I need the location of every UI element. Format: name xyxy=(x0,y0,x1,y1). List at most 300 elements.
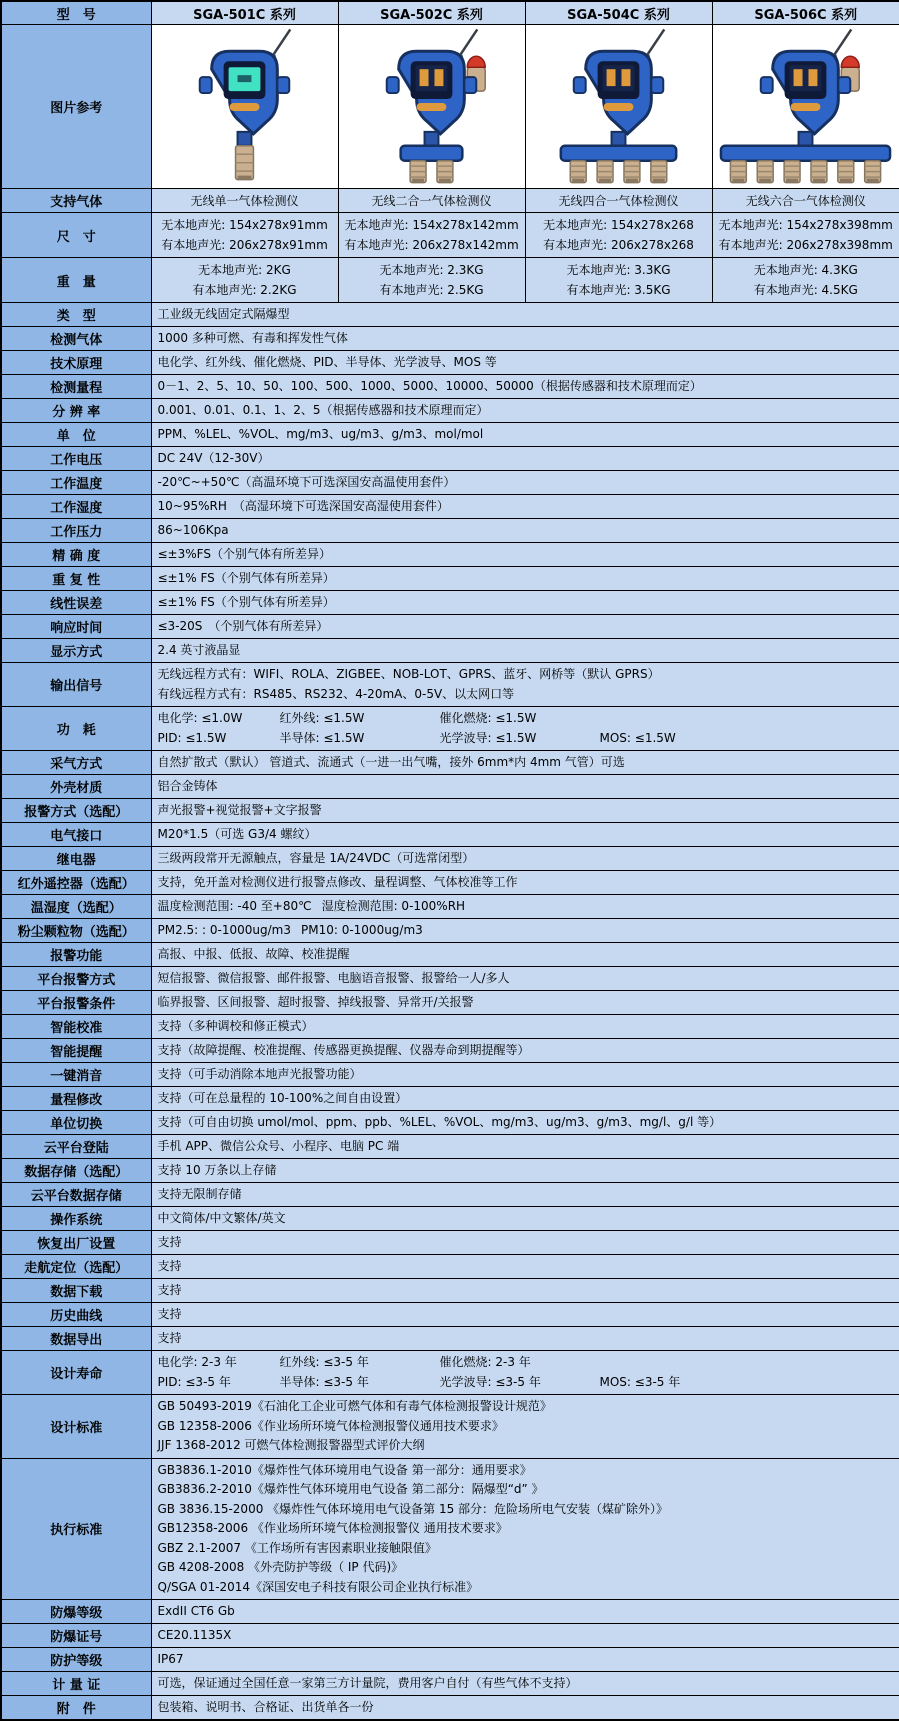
model-header: SGA-504C 系列 xyxy=(525,1,712,25)
spec-label: 检测量程 xyxy=(1,375,151,399)
weight-value xyxy=(525,258,712,303)
spec-line xyxy=(158,497,894,517)
spec-segment: 湿度检测范围: 0-100%RH xyxy=(322,897,466,917)
spec-line xyxy=(158,1558,894,1578)
spec-label: 功 耗 xyxy=(1,707,151,751)
spec-label: 重 复 性 xyxy=(1,567,151,591)
spec-value xyxy=(151,423,899,447)
spec-line xyxy=(158,401,894,421)
spec-segment: 支持（故障提醒、校准提醒、传感器更换提醒、仪器寿命到期提醒等） xyxy=(158,1041,530,1061)
spec-line xyxy=(158,709,894,729)
spec-value xyxy=(151,1648,899,1672)
spec-value xyxy=(151,1303,899,1327)
spec-row xyxy=(1,615,899,639)
spec-label: 防爆等级 xyxy=(1,1600,151,1624)
spec-value xyxy=(151,775,899,799)
spec-line xyxy=(158,1397,894,1417)
weight-value-line: 有本地声光: 2.5KG xyxy=(345,280,519,300)
spec-segment: 光学波导: ≤1.5W xyxy=(440,729,590,749)
size-value xyxy=(338,213,525,258)
spec-label: 数据存储（选配） xyxy=(1,1159,151,1183)
spec-value xyxy=(151,519,899,543)
spec-segment: DC 24V（12-30V） xyxy=(158,449,270,469)
weight-row xyxy=(1,258,899,303)
spec-line xyxy=(158,849,894,869)
spec-segment: 支持 xyxy=(158,1305,182,1325)
spec-label: 外壳材质 xyxy=(1,775,151,799)
spec-segment: 手机 APP、微信公众号、小程序、电脑 PC 端 xyxy=(158,1137,400,1157)
spec-line xyxy=(158,1113,894,1133)
spec-segment: 临界报警、区间报警、超时报警、掉线报警、异常开/关报警 xyxy=(158,993,474,1013)
spec-value xyxy=(151,447,899,471)
spec-value xyxy=(151,1063,899,1087)
spec-line xyxy=(158,449,894,469)
spec-line xyxy=(158,329,894,349)
spec-label: 数据下载 xyxy=(1,1279,151,1303)
spec-segment: ExdII CT6 Gb xyxy=(158,1602,235,1622)
spec-segment: GB 3836.15-2000 《爆炸性气体环境用电气设备第 15 部分：危险场所电气安装（煤矿除外）》 xyxy=(158,1500,669,1520)
spec-row xyxy=(1,1039,899,1063)
spec-line xyxy=(158,1257,894,1277)
spec-line xyxy=(158,969,894,989)
spec-segment: 短信报警、微信报警、邮件报警、电脑语音报警、报警给一人/多人 xyxy=(158,969,510,989)
weight-value xyxy=(151,258,338,303)
spec-segment: GB3836.2-2010《爆炸性气体环境用电气设备 第二部分：隔爆型“d” 》 xyxy=(158,1480,544,1500)
spec-row xyxy=(1,1111,899,1135)
spec-segment: 电化学、红外线、催化燃烧、PID、半导体、光学波导、MOS 等 xyxy=(158,353,497,373)
spec-row xyxy=(1,1458,899,1600)
spec-line xyxy=(158,1137,894,1157)
spec-line xyxy=(158,1281,894,1301)
spec-value xyxy=(151,303,899,327)
spec-segment: GB 4208-2008 《外壳防护等级（ IP 代码)》 xyxy=(158,1558,404,1578)
product-image-cell xyxy=(338,25,525,189)
spec-value xyxy=(151,1087,899,1111)
spec-segment: 支持，免开盖对检测仪进行报警点修改、量程调整、气体校准等工作 xyxy=(158,873,518,893)
spec-segment: ≤±3%FS（个别气体有所差异） xyxy=(158,545,331,565)
spec-segment: 有线远程方式有：RS485、RS232、4-20mA、0-5V、以太网口等 xyxy=(158,685,515,705)
spec-segment: 支持 xyxy=(158,1233,182,1253)
spec-value xyxy=(151,1255,899,1279)
size-value-line: 有本地声光: 206x278x142mm xyxy=(345,235,519,255)
spec-label: 采气方式 xyxy=(1,751,151,775)
spec-label: 红外遥控器（选配） xyxy=(1,871,151,895)
spec-row xyxy=(1,751,899,775)
spec-segment: 三级两段常开无源触点，容量是 1A/24VDC（可选常闭型） xyxy=(158,849,475,869)
spec-value xyxy=(151,351,899,375)
spec-segment: MOS: ≤3-5 年 xyxy=(600,1373,681,1393)
spec-value xyxy=(151,871,899,895)
spec-segment: 铝合金铸体 xyxy=(158,777,218,797)
spec-segment: GB 50493-2019《石油化工企业可燃气体和有毒气体检测报警设计规范》 xyxy=(158,1397,552,1417)
spec-row xyxy=(1,567,899,591)
spec-segment: ≤3-20S （个别气体有所差异） xyxy=(158,617,329,637)
spec-label: 量程修改 xyxy=(1,1087,151,1111)
spec-segment: ≤±1% FS（个别气体有所差异） xyxy=(158,593,335,613)
spec-segment: 支持（可自由切换 umol/mol、ppm、ppb、%LEL、%VOL、mg/m3、ug/m3、g/m3、mg/l、g/l 等） xyxy=(158,1113,722,1133)
spec-label: 工作压力 xyxy=(1,519,151,543)
spec-label: 报警功能 xyxy=(1,943,151,967)
size-row xyxy=(1,213,899,258)
spec-segment: 包装箱、说明书、合格证、出货单各一份 xyxy=(158,1698,374,1718)
spec-row xyxy=(1,895,899,919)
spec-label: 设计标准 xyxy=(1,1395,151,1459)
spec-line xyxy=(158,825,894,845)
gas-type-value: 无线六合一气体检测仪 xyxy=(712,189,899,213)
spec-label: 粉尘颗粒物（选配） xyxy=(1,919,151,943)
spec-line xyxy=(158,353,894,373)
weight-value-line: 有本地声光: 4.5KG xyxy=(719,280,894,300)
spec-row xyxy=(1,327,899,351)
spec-label: 显示方式 xyxy=(1,639,151,663)
spec-value xyxy=(151,375,899,399)
spec-segment: 1000 多种可燃、有毒和挥发性气体 xyxy=(158,329,348,349)
spec-row xyxy=(1,707,899,751)
size-value-line: 无本地声光: 154x278x142mm xyxy=(345,215,519,235)
spec-segment: 光学波导: ≤3-5 年 xyxy=(440,1373,590,1393)
spec-label: 计 量 证 xyxy=(1,1672,151,1696)
weight-value xyxy=(712,258,899,303)
spec-value xyxy=(151,1183,899,1207)
spec-value xyxy=(151,1039,899,1063)
gas-type-value: 无线二合一气体检测仪 xyxy=(338,189,525,213)
spec-line xyxy=(158,1417,894,1437)
spec-row xyxy=(1,1303,899,1327)
spec-line xyxy=(158,1089,894,1109)
spec-line xyxy=(158,1373,894,1393)
spec-segment: 10~95%RH （高湿环境下可选深国安高湿使用套件） xyxy=(158,497,449,517)
spec-value xyxy=(151,1207,899,1231)
spec-value xyxy=(151,1600,899,1624)
spec-value xyxy=(151,495,899,519)
spec-line xyxy=(158,1305,894,1325)
model-row-label: 型 号 xyxy=(1,1,151,25)
size-value xyxy=(525,213,712,258)
spec-label: 报警方式（选配） xyxy=(1,799,151,823)
spec-label: 检测气体 xyxy=(1,327,151,351)
spec-segment: ≤±1% FS（个别气体有所差异） xyxy=(158,569,335,589)
spec-segment: 支持 xyxy=(158,1257,182,1277)
spec-value xyxy=(151,1231,899,1255)
spec-line xyxy=(158,945,894,965)
spec-segment: 中文简体/中文繁体/英文 xyxy=(158,1209,286,1229)
spec-value xyxy=(151,1135,899,1159)
spec-value xyxy=(151,1696,899,1721)
spec-segment: 红外线: ≤3-5 年 xyxy=(280,1353,430,1373)
spec-value xyxy=(151,1015,899,1039)
spec-value xyxy=(151,991,899,1015)
spec-segment: 支持 xyxy=(158,1329,182,1349)
spec-row xyxy=(1,1135,899,1159)
spec-segment: M20*1.5（可选 G3/4 螺纹） xyxy=(158,825,317,845)
spec-line xyxy=(158,545,894,565)
spec-label: 工作温度 xyxy=(1,471,151,495)
spec-segment: 催化燃烧: ≤1.5W xyxy=(440,709,537,729)
spec-row xyxy=(1,1087,899,1111)
size-value-line: 有本地声光: 206x278x91mm xyxy=(158,235,332,255)
spec-segment: 电化学: ≤1.0W xyxy=(158,709,270,729)
spec-label: 云平台登陆 xyxy=(1,1135,151,1159)
spec-segment: PID: ≤3-5 年 xyxy=(158,1373,270,1393)
spec-row xyxy=(1,1624,899,1648)
spec-value xyxy=(151,707,899,751)
spec-line xyxy=(158,1461,894,1481)
spec-value xyxy=(151,1327,899,1351)
spec-value xyxy=(151,1111,899,1135)
spec-row xyxy=(1,591,899,615)
spec-row xyxy=(1,1255,899,1279)
spec-value xyxy=(151,327,899,351)
spec-segment: 自然扩散式（默认） 管道式、流通式（一进一出气嘴，接外 6mm*内 4mm 气管）可选 xyxy=(158,753,625,773)
spec-segment: 高报、中报、低报、故障、校准提醒 xyxy=(158,945,350,965)
spec-row xyxy=(1,1015,899,1039)
spec-label: 单位切换 xyxy=(1,1111,151,1135)
image-row-label: 图片参考 xyxy=(1,25,151,189)
spec-line xyxy=(158,425,894,445)
spec-segment: 支持（可在总量程的 10-100%之间自由设置） xyxy=(158,1089,408,1109)
spec-segment: -20℃~+50℃（高温环境下可选深国安高温使用套件） xyxy=(158,473,456,493)
spec-row xyxy=(1,991,899,1015)
spec-segment: 声光报警+视觉报警+文字报警 xyxy=(158,801,322,821)
spec-row xyxy=(1,1351,899,1395)
model-header: SGA-502C 系列 xyxy=(338,1,525,25)
spec-line xyxy=(158,777,894,797)
spec-line xyxy=(158,305,894,325)
spec-segment: GBZ 2.1-2007 《工作场所有害因素职业接触限值》 xyxy=(158,1539,437,1559)
spec-segment: 支持（可手动消除本地声光报警功能） xyxy=(158,1065,362,1085)
spec-value xyxy=(151,639,899,663)
spec-label: 平台报警条件 xyxy=(1,991,151,1015)
weight-value-line: 无本地声光: 3.3KG xyxy=(532,260,706,280)
spec-segment: MOS: ≤1.5W xyxy=(600,729,676,749)
spec-line xyxy=(158,873,894,893)
spec-row xyxy=(1,871,899,895)
weight-row-label: 重 量 xyxy=(1,258,151,303)
spec-label: 历史曲线 xyxy=(1,1303,151,1327)
spec-segment: Q/SGA 01-2014《深国安电子科技有限公司企业执行标准》 xyxy=(158,1578,479,1598)
spec-value xyxy=(151,847,899,871)
spec-value xyxy=(151,1351,899,1395)
spec-segment: 0.001、0.01、0.1、1、2、5（根据传感器和技术原理而定） xyxy=(158,401,489,421)
spec-row xyxy=(1,847,899,871)
spec-row xyxy=(1,1279,899,1303)
spec-label: 附 件 xyxy=(1,1696,151,1721)
spec-row xyxy=(1,1231,899,1255)
spec-row xyxy=(1,639,899,663)
spec-line xyxy=(158,801,894,821)
size-value xyxy=(151,213,338,258)
spec-line xyxy=(158,569,894,589)
spec-value xyxy=(151,1279,899,1303)
spec-row xyxy=(1,447,899,471)
spec-value xyxy=(151,943,899,967)
spec-value xyxy=(151,751,899,775)
spec-label: 响应时间 xyxy=(1,615,151,639)
spec-value xyxy=(151,1395,899,1459)
spec-row xyxy=(1,663,899,707)
spec-row xyxy=(1,423,899,447)
spec-line xyxy=(158,1698,894,1718)
weight-value-line: 有本地声光: 3.5KG xyxy=(532,280,706,300)
spec-value xyxy=(151,399,899,423)
spec-segment: 支持（多种调校和修正模式） xyxy=(158,1017,314,1037)
weight-value-line: 无本地声光: 4.3KG xyxy=(719,260,894,280)
spec-label: 工作湿度 xyxy=(1,495,151,519)
spec-line xyxy=(158,1329,894,1349)
product-image-sga-501c xyxy=(152,25,338,188)
spec-segment: GB3836.1-2010《爆炸性气体环境用电气设备 第一部分：通用要求》 xyxy=(158,1461,532,1481)
spec-value xyxy=(151,799,899,823)
size-value-line: 无本地声光: 154x278x268 xyxy=(532,215,706,235)
spec-segment: 支持无限制存储 xyxy=(158,1185,242,1205)
spec-label: 恢复出厂设置 xyxy=(1,1231,151,1255)
spec-label: 技术原理 xyxy=(1,351,151,375)
product-image-sga-506c xyxy=(713,25,899,188)
spec-line xyxy=(158,1674,894,1694)
spec-label: 工作电压 xyxy=(1,447,151,471)
spec-value xyxy=(151,591,899,615)
spec-line xyxy=(158,1480,894,1500)
spec-segment: 半导体: ≤3-5 年 xyxy=(280,1373,430,1393)
spec-line xyxy=(158,521,894,541)
spec-label: 防爆证号 xyxy=(1,1624,151,1648)
spec-row xyxy=(1,351,899,375)
spec-segment: 工业级无线固定式隔爆型 xyxy=(158,305,290,325)
spec-segment: CE20.1135X xyxy=(158,1626,232,1646)
spec-label: 走航定位（选配） xyxy=(1,1255,151,1279)
spec-label: 云平台数据存储 xyxy=(1,1183,151,1207)
spec-segment: 0－1、2、5、10、50、100、500、1000、5000、10000、50000（根据传感器和技术原理而定） xyxy=(158,377,702,397)
spec-line xyxy=(158,1626,894,1646)
spec-line xyxy=(158,1650,894,1670)
product-image-sga-502c xyxy=(339,25,525,188)
spec-segment: IP67 xyxy=(158,1650,184,1670)
spec-label: 单 位 xyxy=(1,423,151,447)
spec-row xyxy=(1,1648,899,1672)
spec-segment: 支持 10 万条以上存储 xyxy=(158,1161,277,1181)
spec-line xyxy=(158,1602,894,1622)
weight-value-line: 无本地声光: 2.3KG xyxy=(345,260,519,280)
spec-line xyxy=(158,993,894,1013)
gas-row-label: 支持气体 xyxy=(1,189,151,213)
spec-segment: 无线远程方式有：WIFI、ROLA、ZIGBEE、NOB-LOT、GPRS、蓝牙、网桥等（默认 GPRS） xyxy=(158,665,660,685)
spec-value xyxy=(151,543,899,567)
spec-segment: 电化学: 2-3 年 xyxy=(158,1353,270,1373)
spec-value xyxy=(151,895,899,919)
spec-label: 分 辨 率 xyxy=(1,399,151,423)
spec-value xyxy=(151,471,899,495)
spec-line xyxy=(158,1161,894,1181)
spec-segment: 温度检测范围: -40 至+80℃ xyxy=(158,897,312,917)
size-value-line: 无本地声光: 154x278x91mm xyxy=(158,215,332,235)
spec-line xyxy=(158,1017,894,1037)
model-header: SGA-506C 系列 xyxy=(712,1,899,25)
weight-value xyxy=(338,258,525,303)
spec-row xyxy=(1,375,899,399)
spec-segment: PM10: 0-1000ug/m3 xyxy=(301,921,423,941)
spec-label: 平台报警方式 xyxy=(1,967,151,991)
spec-label: 类 型 xyxy=(1,303,151,327)
spec-label: 输出信号 xyxy=(1,663,151,707)
spec-line xyxy=(158,377,894,397)
spec-segment: PM2.5: : 0-1000ug/m3 xyxy=(158,921,291,941)
spec-segment: 支持 xyxy=(158,1281,182,1301)
spec-label: 智能校准 xyxy=(1,1015,151,1039)
spec-label: 执行标准 xyxy=(1,1458,151,1600)
spec-row xyxy=(1,303,899,327)
spec-label: 一键消音 xyxy=(1,1063,151,1087)
spec-segment: PPM、%LEL、%VOL、mg/m3、ug/m3、g/m3、mol/mol xyxy=(158,425,484,445)
gas-type-value: 无线单一气体检测仪 xyxy=(151,189,338,213)
spec-row xyxy=(1,1672,899,1696)
spec-line xyxy=(158,1539,894,1559)
spec-line xyxy=(158,897,894,917)
size-value-line: 有本地声光: 206x278x268 xyxy=(532,235,706,255)
spec-segment: 催化燃烧: 2-3 年 xyxy=(440,1353,531,1373)
spec-value xyxy=(151,919,899,943)
spec-line xyxy=(158,1065,894,1085)
spec-line xyxy=(158,685,894,705)
spec-row xyxy=(1,943,899,967)
spec-label: 智能提醒 xyxy=(1,1039,151,1063)
spec-line xyxy=(158,1519,894,1539)
spec-segment: 86~106Kpa xyxy=(158,521,229,541)
size-row-label: 尺 寸 xyxy=(1,213,151,258)
spec-label: 继电器 xyxy=(1,847,151,871)
spec-line xyxy=(158,753,894,773)
spec-line xyxy=(158,473,894,493)
product-image-cell xyxy=(712,25,899,189)
spec-label: 温湿度（选配） xyxy=(1,895,151,919)
spec-line xyxy=(158,1041,894,1061)
spec-segment: 半导体: ≤1.5W xyxy=(280,729,430,749)
spec-row xyxy=(1,1159,899,1183)
spec-row xyxy=(1,543,899,567)
spec-line xyxy=(158,641,894,661)
product-image-cell xyxy=(151,25,338,189)
spec-row xyxy=(1,775,899,799)
spec-row xyxy=(1,919,899,943)
size-value xyxy=(712,213,899,258)
spec-value xyxy=(151,615,899,639)
supported-gas-row xyxy=(1,189,899,213)
spec-line xyxy=(158,1353,894,1373)
spec-label: 设计寿命 xyxy=(1,1351,151,1395)
gas-type-value: 无线四合一气体检测仪 xyxy=(525,189,712,213)
spec-segment: PID: ≤1.5W xyxy=(158,729,270,749)
spec-row xyxy=(1,1600,899,1624)
spec-line xyxy=(158,1209,894,1229)
weight-value-line: 无本地声光: 2KG xyxy=(158,260,332,280)
spec-segment: 2.4 英寸液晶显 xyxy=(158,641,241,661)
spec-segment: GB 12358-2006《作业场所环境气体检测报警仪通用技术要求》 xyxy=(158,1417,504,1437)
spec-row xyxy=(1,799,899,823)
spec-line xyxy=(158,617,894,637)
spec-line xyxy=(158,1233,894,1253)
spec-label: 线性误差 xyxy=(1,591,151,615)
spec-label: 操作系统 xyxy=(1,1207,151,1231)
spec-segment: 可选，保证通过全国任意一家第三方计量院，费用客户自付（有些气体不支持） xyxy=(158,1674,578,1694)
spec-value xyxy=(151,1672,899,1696)
spec-row xyxy=(1,823,899,847)
spec-row xyxy=(1,967,899,991)
spec-segment: JJF 1368-2012 可燃气体检测报警器型式评价大纲 xyxy=(158,1436,425,1456)
spec-line xyxy=(158,1578,894,1598)
spec-segment: GB12358-2006 《作业场所环境气体检测报警仪 通用技术要求》 xyxy=(158,1519,508,1539)
spec-value xyxy=(151,1624,899,1648)
spec-row xyxy=(1,399,899,423)
spec-line xyxy=(158,1185,894,1205)
